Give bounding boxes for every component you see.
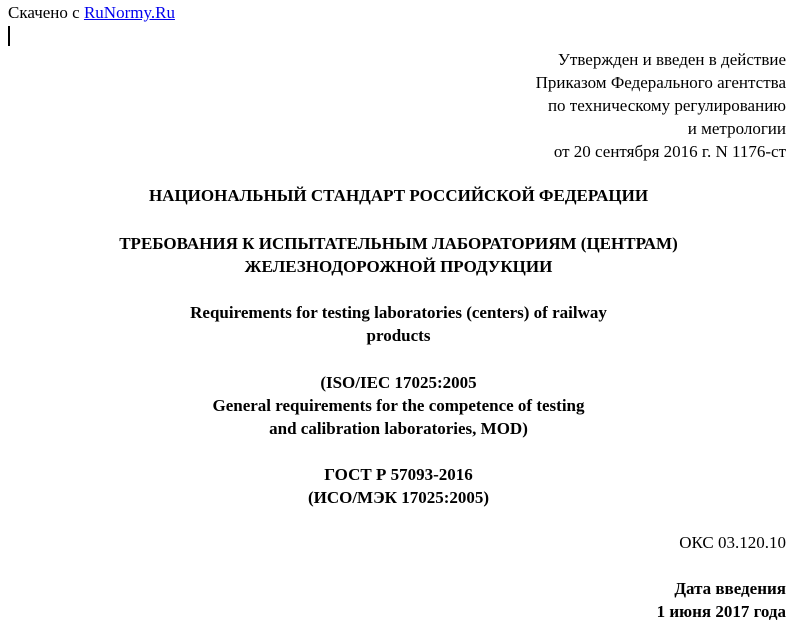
- source-link[interactable]: RuNormy.Ru: [83, 3, 175, 22]
- title-russian-line: ТРЕБОВАНИЯ К ИСПЫТАТЕЛЬНЫМ ЛАБОРАТОРИЯМ (ЦЕНТРАМ): [119, 234, 678, 253]
- title-english-line: Requirements for testing laboratories (centers) of railway: [190, 303, 607, 322]
- approval-line: от 20 сентября 2016 г. N 1176-ст: [553, 142, 786, 161]
- introduction-date-value: 1 июня 2017 года: [656, 602, 786, 621]
- iso-reference-line: (ISO/IEC 17025:2005: [320, 373, 477, 392]
- introduction-date-block: [657, 577, 786, 623]
- approval-block: [536, 48, 786, 163]
- source-prefix: Скачено с: [8, 3, 84, 22]
- text-cursor: [8, 26, 10, 46]
- title-english: [0, 301, 790, 347]
- title-russian-line: ЖЕЛЕЗНОДОРОЖНОЙ ПРОДУКЦИИ: [244, 257, 553, 276]
- approval-line: по техническому регулированию: [547, 96, 786, 115]
- gost-number: ГОСТ Р 57093-2016: [324, 465, 473, 484]
- iso-reference-line: and calibration laboratories, MOD): [269, 419, 528, 438]
- standard-heading-text: НАЦИОНАЛЬНЫЙ СТАНДАРТ РОССИЙСКОЙ ФЕДЕРАЦИИ: [148, 186, 649, 205]
- source-line: [8, 2, 175, 24]
- iso-reference: [0, 371, 790, 440]
- standard-heading: [0, 184, 790, 207]
- gost-iso-equivalent: (ИСО/МЭК 17025:2005): [307, 488, 490, 507]
- approval-line: Приказом Федерального агентства: [535, 73, 786, 92]
- oks-code: ОКС 03.120.10: [679, 533, 786, 552]
- introduction-date-label: Дата введения: [674, 579, 786, 598]
- gost-designation: [0, 463, 790, 509]
- approval-line: Утвержден и введен в действие: [557, 50, 786, 69]
- approval-line: и метрологии: [687, 119, 786, 138]
- iso-reference-line: General requirements for the competence of testing: [212, 396, 585, 415]
- title-english-line: products: [366, 326, 431, 345]
- title-russian: [0, 232, 790, 278]
